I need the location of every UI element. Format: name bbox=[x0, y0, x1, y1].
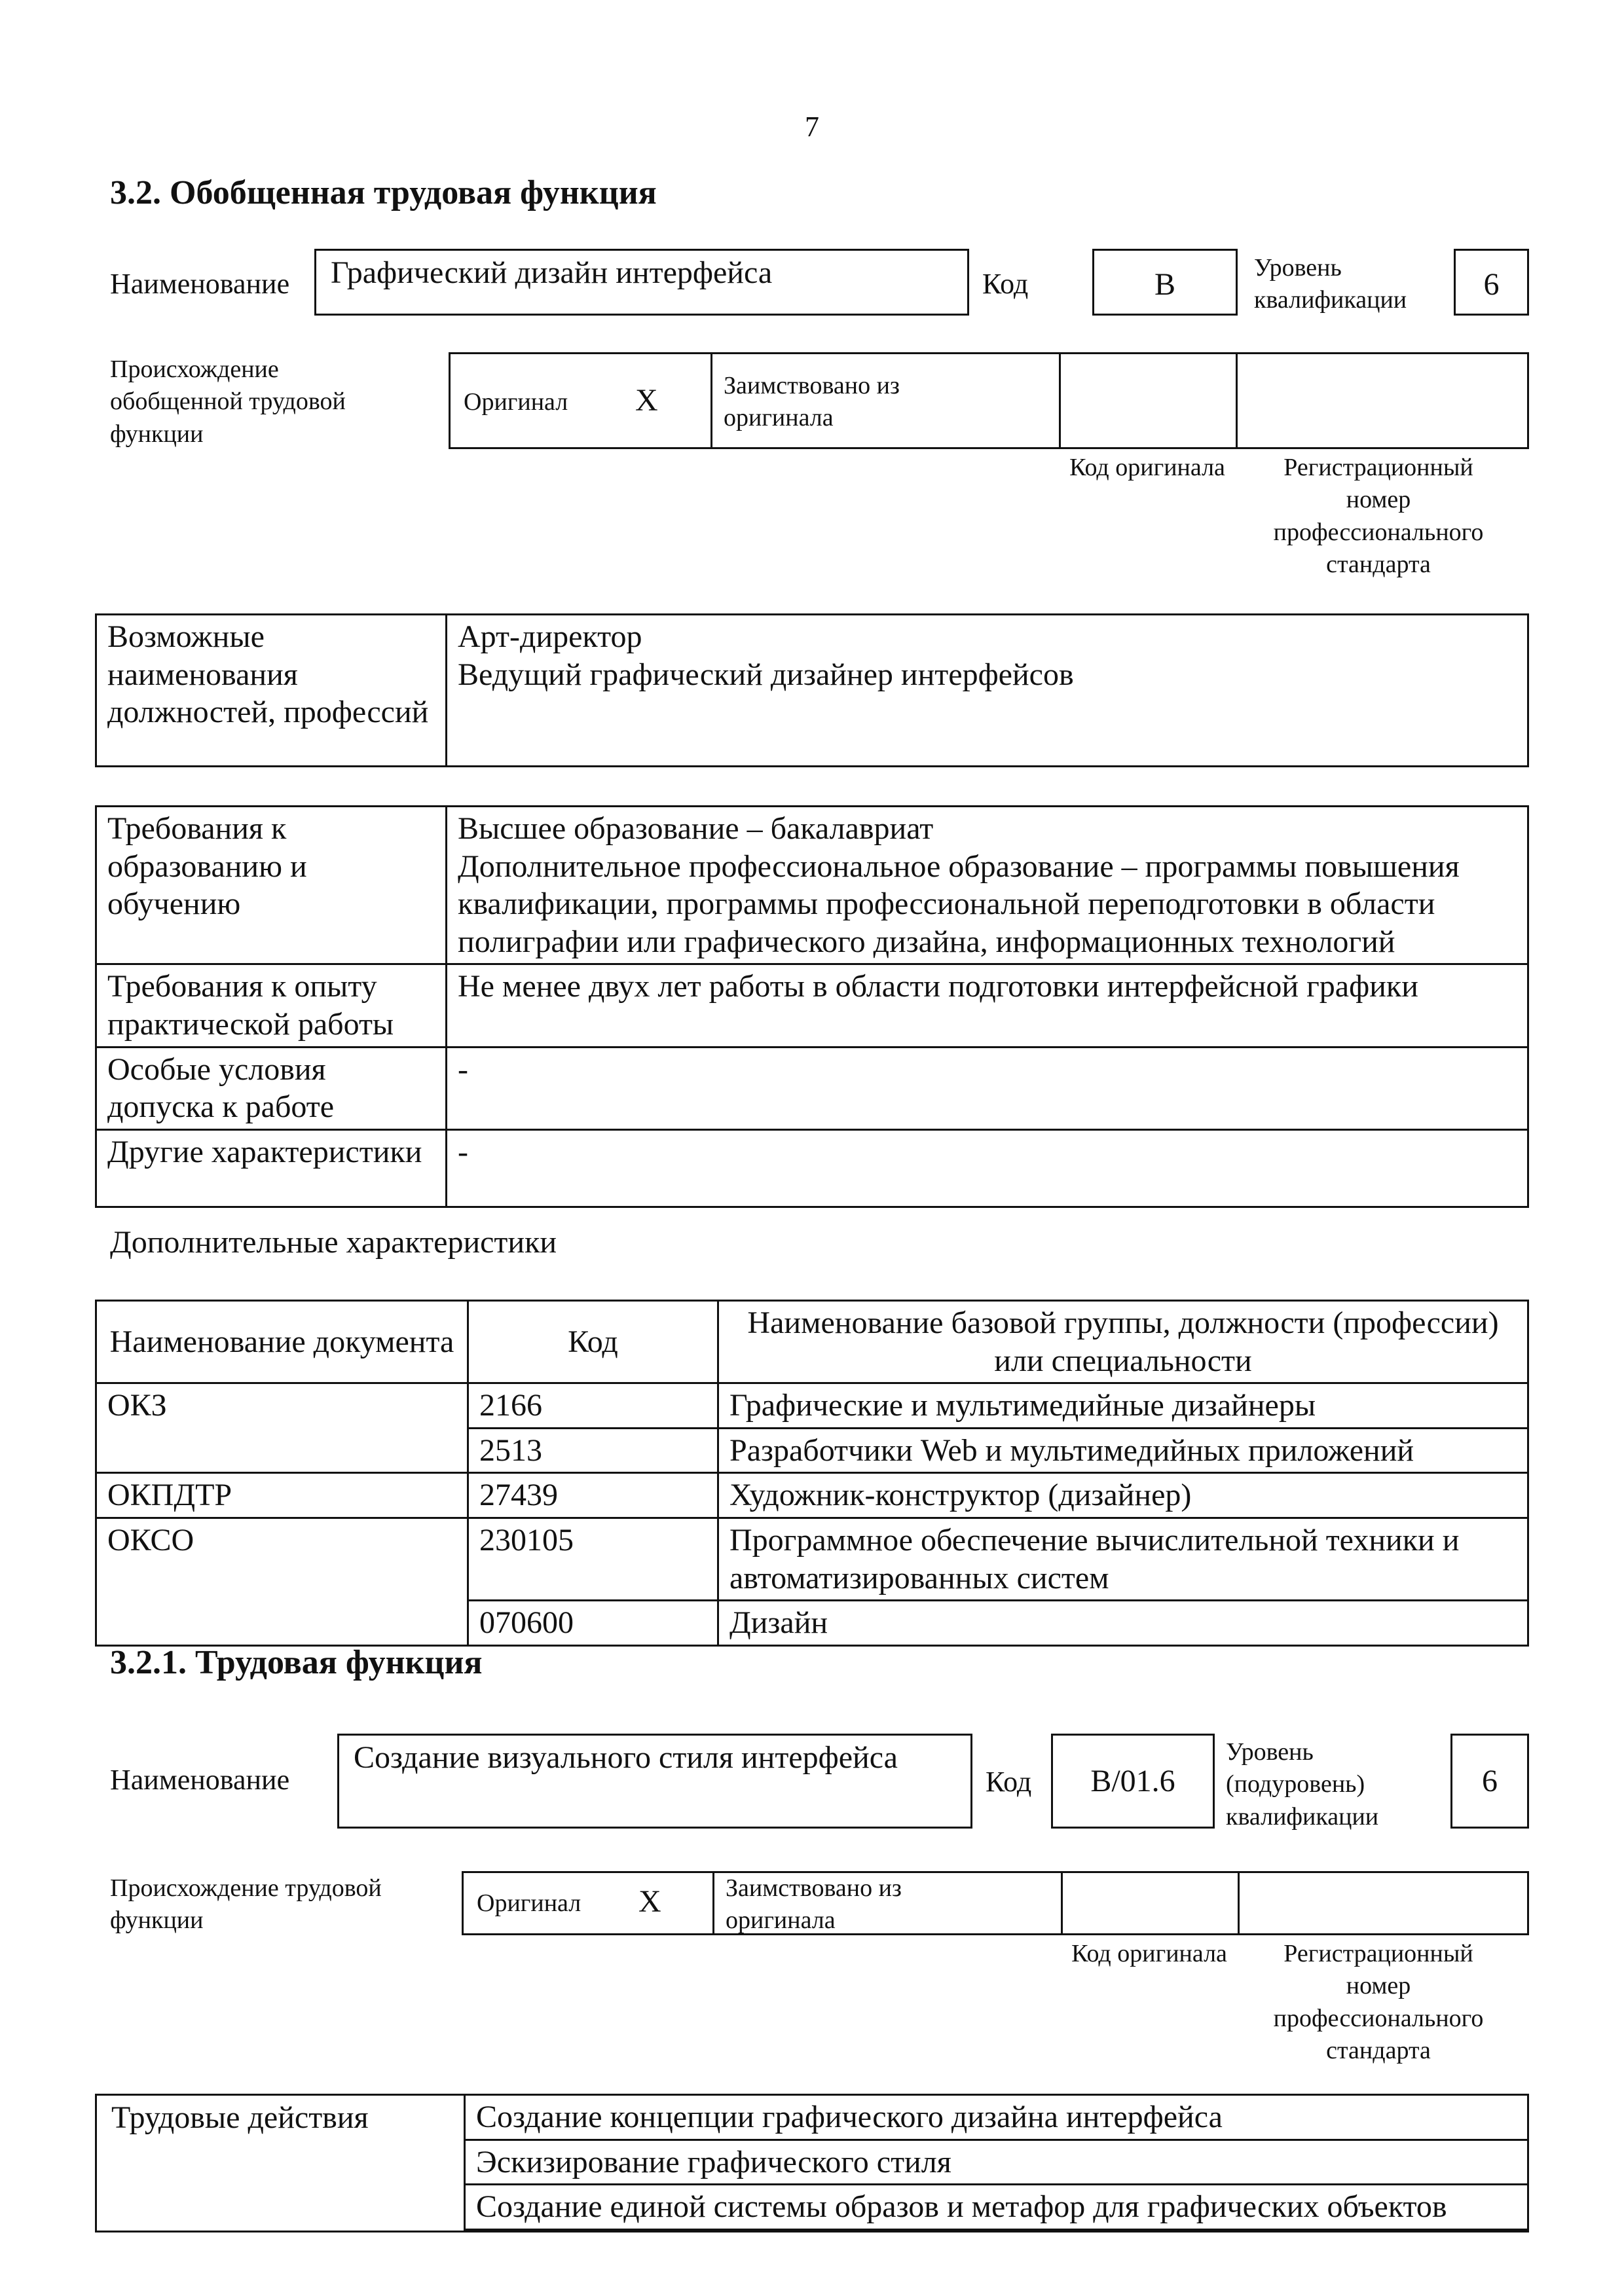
code-box bbox=[1092, 249, 1238, 316]
row-code: 2513 bbox=[468, 1428, 718, 1473]
requirements-education-value bbox=[447, 807, 1528, 964]
positions-table bbox=[95, 613, 1529, 767]
labor-action-item: Создание концепции графического дизайна интерфейса bbox=[465, 2095, 1528, 2140]
labor-actions-table bbox=[464, 2094, 1529, 2231]
original-label: Оригинал bbox=[464, 388, 568, 416]
sub-code-original-label: Код оригинала bbox=[1071, 1940, 1227, 1967]
sub-borrowed-label: Заимствовано из оригинала bbox=[726, 1874, 902, 1935]
requirements-experience-label: Требования к опыту практической работы bbox=[96, 964, 447, 1047]
sub-name-value: Создание визуального стиля интерфейса bbox=[354, 1740, 898, 1775]
row-code: 2166 bbox=[468, 1383, 718, 1429]
row-name: Разработчики Web и мультимедийных приложений bbox=[718, 1428, 1528, 1473]
position-item: Арт-директор bbox=[458, 619, 642, 654]
requirement-line: Дополнительное профессиональное образование – программы повышения квалификации, программы профессиональной переподготовки в области полиграфии или графического дизайна, информационных технологий bbox=[458, 848, 1460, 959]
name-box bbox=[314, 249, 969, 316]
additional-table bbox=[95, 1300, 1529, 1647]
positions-values bbox=[447, 615, 1528, 767]
labor-actions-label: Трудовые действия bbox=[111, 2100, 369, 2135]
position-item: Ведущий графический дизайнер интерфейсов bbox=[458, 657, 1074, 692]
level-box bbox=[1454, 249, 1529, 316]
requirements-experience-value: Не менее двух лет работы в области подготовки интерфейсной графики bbox=[447, 964, 1528, 1047]
origin-label: Происхождение обобщенной трудовой функции bbox=[110, 355, 346, 448]
row-code: 230105 bbox=[468, 1518, 718, 1600]
sub-name-label: Наименование bbox=[110, 1764, 290, 1796]
row-code: 070600 bbox=[468, 1601, 718, 1646]
sub-level-label: Уровень (подуровень) квалификации bbox=[1226, 1738, 1379, 1831]
page-number: 7 bbox=[805, 111, 819, 143]
level-label: Уровень квалификации bbox=[1254, 254, 1407, 314]
sub-original-label: Оригинал bbox=[477, 1889, 581, 1917]
code-label: Код bbox=[982, 268, 1029, 300]
section-title: 3.2. Обобщенная трудовая функция bbox=[110, 174, 657, 211]
requirement-line: Высшее образование – бакалавриат bbox=[458, 811, 934, 846]
reg-number-label: Регистрационный номер профессионального стандарта bbox=[1273, 454, 1484, 579]
original-mark: X bbox=[635, 383, 658, 418]
sub-original-mark: X bbox=[638, 1884, 661, 1919]
labor-action-item: Создание единой системы образов и метафор для графических объектов bbox=[465, 2185, 1528, 2230]
header-group-name: Наименование базовой группы, должности (профессии) или специальности bbox=[718, 1301, 1528, 1383]
header-code: Код bbox=[468, 1301, 718, 1383]
sub-origin-label: Происхождение трудовой функции bbox=[110, 1874, 382, 1935]
code-original-label: Код оригинала bbox=[1069, 454, 1225, 481]
name-label: Наименование bbox=[110, 268, 290, 300]
sub-level-box bbox=[1450, 1734, 1529, 1829]
subsection-title: 3.2.1. Трудовая функция bbox=[110, 1644, 483, 1681]
row-name: Графические и мультимедийные дизайнеры bbox=[718, 1383, 1528, 1429]
sub-code-box bbox=[1051, 1734, 1215, 1829]
name-value: Графический дизайн интерфейса bbox=[331, 255, 773, 290]
borrowed-label: Заимствовано из оригинала bbox=[724, 372, 900, 432]
positions-label: Возможные наименования должностей, профессий bbox=[96, 615, 447, 767]
sub-code-value: B/01.6 bbox=[1090, 1764, 1175, 1798]
row-doc: ОКПДТР bbox=[96, 1473, 468, 1518]
code-value: B bbox=[1154, 267, 1175, 302]
sub-level-value: 6 bbox=[1482, 1764, 1498, 1798]
additional-title: Дополнительные характеристики bbox=[110, 1225, 557, 1260]
row-name: Программное обеспечение вычислительной техники и автоматизированных систем bbox=[718, 1518, 1528, 1600]
sub-origin-box bbox=[462, 1871, 1529, 1935]
origin-box bbox=[449, 352, 1529, 449]
requirements-other-label: Другие характеристики bbox=[96, 1129, 447, 1207]
sub-reg-number-label: Регистрационный номер профессионального стандарта bbox=[1273, 1940, 1484, 2065]
row-name: Дизайн bbox=[718, 1601, 1528, 1646]
row-code: 27439 bbox=[468, 1473, 718, 1518]
requirements-table bbox=[95, 805, 1529, 1208]
sub-name-box bbox=[337, 1734, 972, 1829]
row-doc: ОКСО bbox=[96, 1518, 468, 1645]
level-value: 6 bbox=[1483, 267, 1500, 302]
row-doc: ОКЗ bbox=[96, 1383, 468, 1473]
requirements-admission-value: - bbox=[447, 1047, 1528, 1129]
sub-code-label: Код bbox=[986, 1766, 1032, 1798]
labor-action-item: Эскизирование графического стиля bbox=[465, 2140, 1528, 2185]
requirements-admission-label: Особые условия допуска к работе bbox=[96, 1047, 447, 1129]
requirements-other-value: - bbox=[447, 1129, 1528, 1207]
requirements-education-label: Требования к образованию и обучению bbox=[96, 807, 447, 964]
row-name: Художник-конструктор (дизайнер) bbox=[718, 1473, 1528, 1518]
header-document: Наименование документа bbox=[96, 1301, 468, 1383]
